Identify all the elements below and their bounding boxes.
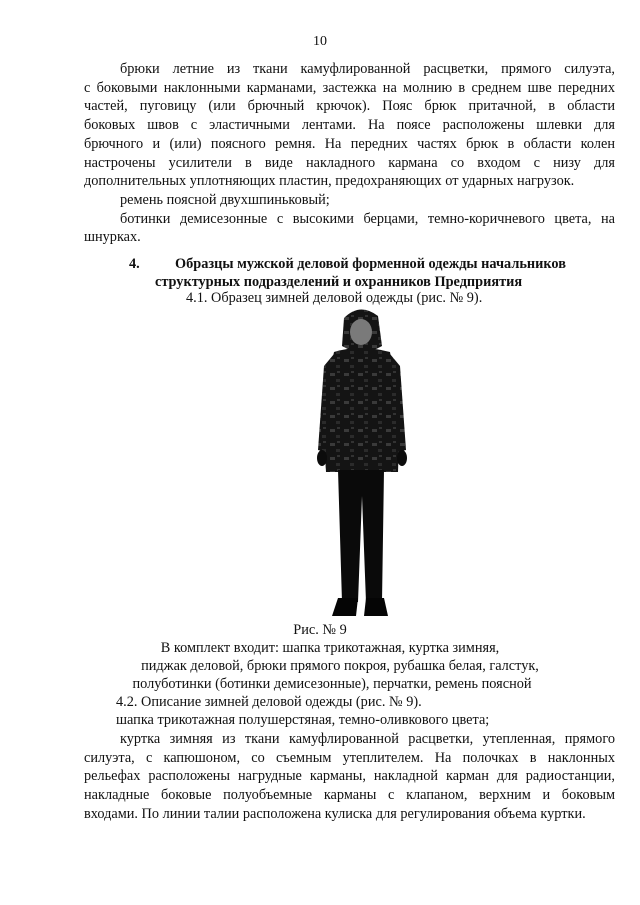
uniform-figure-image	[300, 300, 420, 620]
text-line: куртка зимняя из ткани камуфлированной расцветки, утепленная, прямого	[120, 731, 615, 747]
boots-line: ботинки демисезонные с высокими берцами, темно-коричневого цвета, на	[120, 210, 615, 227]
text-line: силуэта, с капюшоном, со съемным утеплителем. На полочках в наклонных	[84, 749, 615, 766]
text-line: входами. По линии талии расположена кулиска для регулирования объема куртки.	[84, 805, 586, 822]
trousers-paragraph	[84, 60, 615, 247]
jacket-paragraph	[84, 730, 615, 824]
kit-line: полуботинки (ботинки демисезонные), перчатки, ремень поясной	[132, 676, 532, 692]
section-title-line-1: Образцы мужской деловой форменной одежды начальников	[175, 256, 566, 272]
page-number: 10	[313, 34, 327, 49]
subsection-4-2: 4.2. Описание зимней деловой одежды (рис. № 9).	[116, 694, 422, 710]
kit-line: пиджак деловой, брюки прямого покроя, рубашка белая, галстук,	[141, 658, 539, 674]
text-line: боковых швов с эластичными лентами. На поясе расположены шлевки для	[84, 117, 615, 134]
subsection-4-1: 4.1. Образец зимней деловой одежды (рис. № 9).	[186, 290, 483, 306]
figure-caption: Рис. № 9	[293, 622, 347, 638]
text-line: рельефах расположены нагрудные карманы, накладной карман для радиостанции,	[84, 768, 615, 785]
kit-line: В комплект входит: шапка трикотажная, куртка зимняя,	[160, 640, 500, 656]
belt-line: ремень поясной двухшпиньковый;	[120, 191, 330, 208]
text-line: настрочены усилители в виде накладного кармана со входом с низу для	[84, 154, 615, 171]
text-line: накладные боковые полуобъемные карманы с клапаном, верхним и боковым	[84, 787, 615, 804]
text-line: с боковыми наклонными карманами, застежка на молнию в среднем шве передних	[84, 79, 615, 96]
text-line: частей, пуговицу (или брючный крючок). Пояс брюк притачной, в области	[84, 98, 615, 115]
text-line: дополнительных уплотняющих пластин, предохраняющих от ударных нагрузок.	[84, 173, 575, 190]
section-title-line-2: структурных подразделений и охранников Предприятия	[155, 274, 523, 290]
text-line: брючного и (или) поясного ремня. На передних частях брюк в области колен	[84, 135, 615, 152]
text-line: брюки летние из ткани камуфлированной расцветки, прямого силуэта,	[120, 61, 615, 77]
boots-line-end: шнурках.	[84, 229, 141, 246]
hat-line: шапка трикотажная полушерстяная, темно-оливкового цвета;	[116, 712, 490, 728]
section-heading	[100, 255, 620, 291]
section-number: 4.	[129, 256, 140, 272]
